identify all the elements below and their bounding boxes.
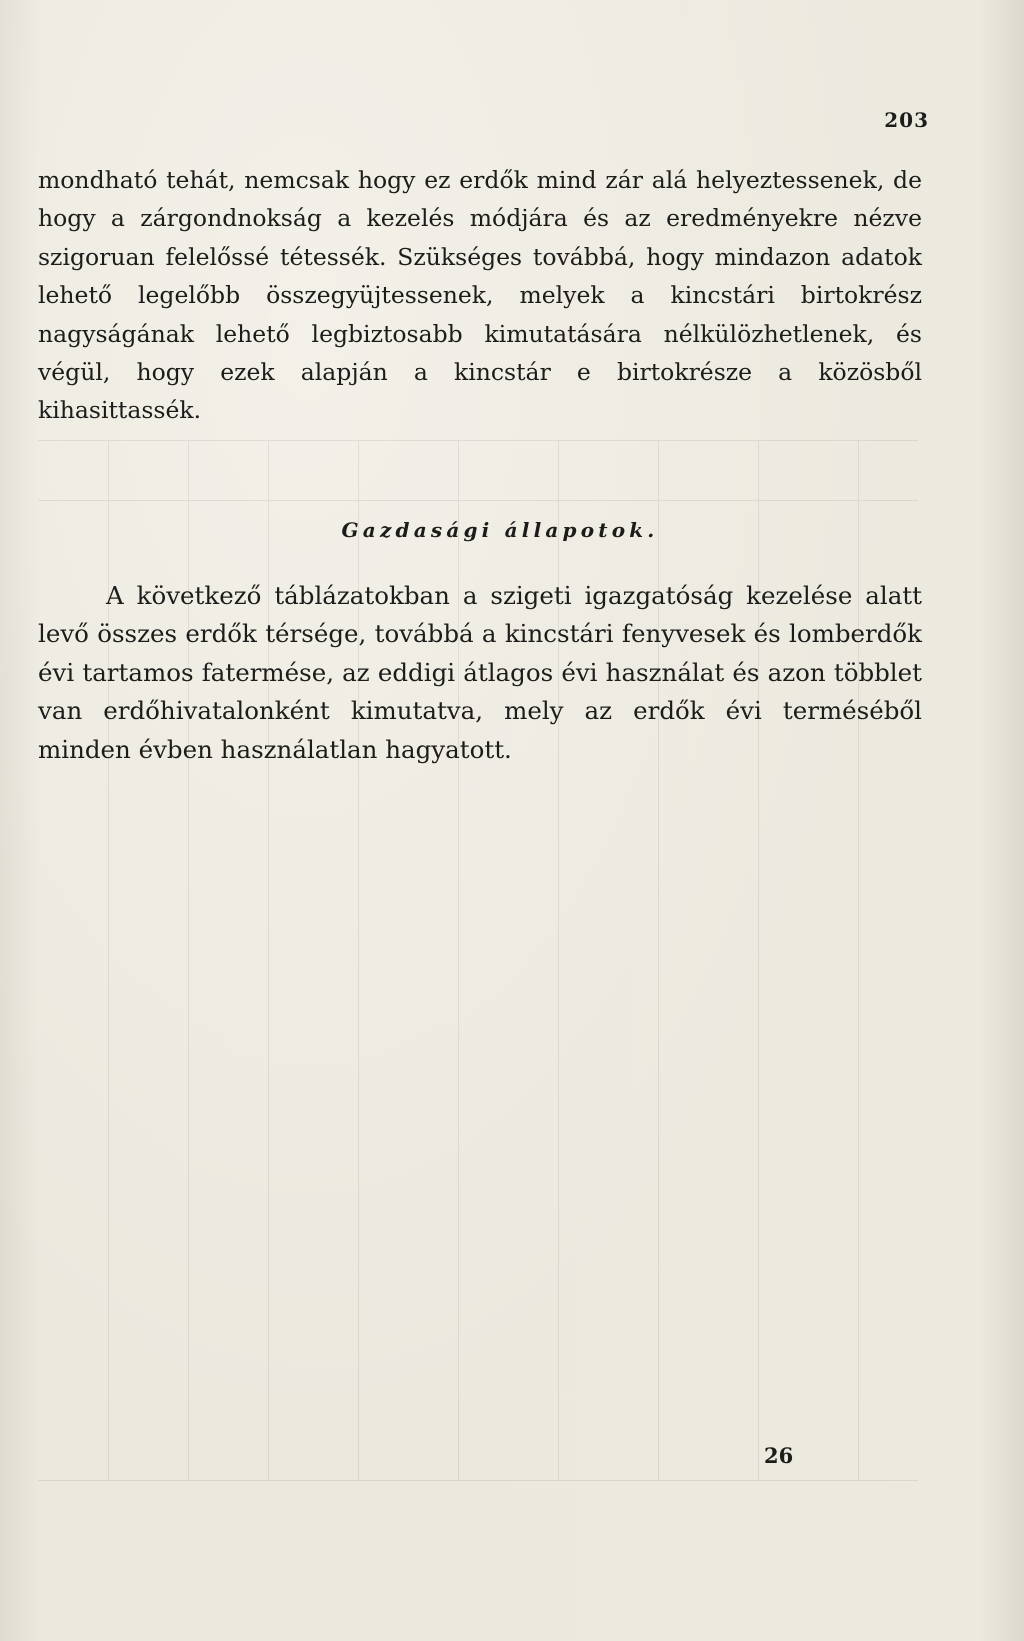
body-paragraph-2: A következő táblázatokban a szigeti igazgatóság kezelése alatt levő összes erdők térsége, továbbá a kincstári fenyvesek és lomberdők évi tartamos fatermése, az eddigi átlagos évi használat és azon többlet van erdőhivatalonként kimutatva, mely az erdők évi terméséből minden évben használatlan hagyatott. (38, 581, 922, 764)
body-paragraph-1: mondható tehát, nemcsak hogy ez erdők mind zár alá helyeztessenek, de hogy a zárgondnokság a kezelés módjára és az eredményekre nézve szigoruan felelőssé tétessék. Szükséges továbbá, hogy mindazon adatok lehető legelőbb összegyüjtessenek, melyek a kincstári birtokrész nagyságának lehető legbiztosabb kimutatására nélkülözhetlenek, és végül, hogy ezek alapján a kincstár e birtokrésze a közösből kihasittassék. (38, 166, 922, 425)
section-heading: Gazdasági állapotok. (341, 518, 659, 542)
signature-mark: 26 (764, 1443, 794, 1468)
page-number: 203 (884, 108, 929, 132)
